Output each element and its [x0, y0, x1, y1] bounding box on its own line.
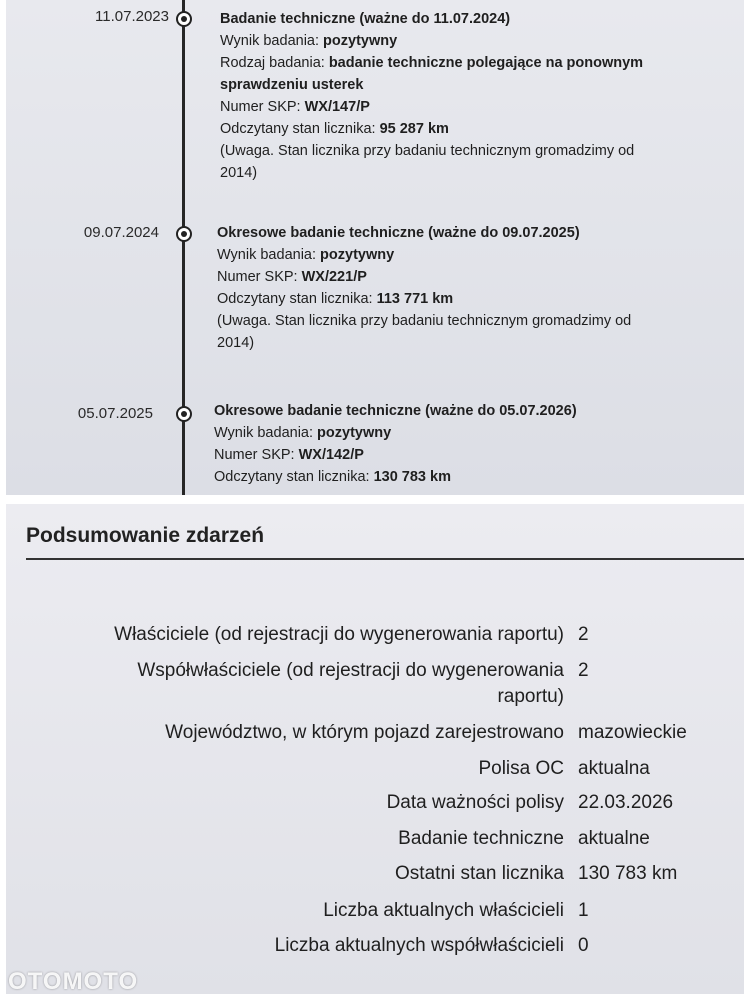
line-value: pozytywny [317, 425, 392, 441]
summary-divider [26, 558, 744, 560]
event-date: 05.07.2025 [77, 405, 153, 422]
event-line [220, 52, 690, 74]
summary-value: mazowieckie [578, 722, 687, 743]
summary-label-line2: raportu) [497, 686, 564, 707]
line-value: 130 783 km [373, 469, 451, 485]
event-line [220, 96, 690, 118]
line-label: Wynik badania: [220, 33, 324, 49]
summary-value: 2 [578, 660, 589, 681]
event-title: Badanie techniczne (ważne do 11.07.2024) [220, 11, 511, 27]
summary-title: Podsumowanie zdarzeń [26, 524, 265, 547]
summary-label: Ostatni stan licznika [395, 863, 564, 884]
line-value: sprawdzeniu usterek [220, 77, 364, 93]
summary-value: 130 783 km [578, 863, 678, 884]
line-label: Numer SKP: [214, 447, 299, 463]
line-value: WX/147/P [304, 99, 370, 115]
line-label: Odczytany stan licznika: [214, 469, 374, 485]
summary-value: 0 [578, 935, 589, 956]
line-label: Wynik badania: [214, 425, 318, 441]
event-line [217, 288, 687, 310]
line-label: Rodzaj badania: [220, 55, 329, 71]
summary-value: 2 [578, 624, 589, 645]
event-details [220, 8, 690, 184]
summary-label: Liczba aktualnych współwłaścicieli [274, 935, 564, 956]
event-line [220, 74, 690, 96]
timeline-dot-icon [176, 226, 192, 242]
line-value: pozytywny [320, 247, 395, 263]
line-value: 113 771 km [376, 291, 454, 307]
event-line [220, 118, 690, 140]
event-date: 11.07.2023 [95, 8, 169, 25]
event-note: (Uwaga. Stan licznika przy badaniu technicznym gromadzimy od [220, 143, 635, 159]
summary-label: Badanie techniczne [398, 828, 564, 849]
line-value: pozytywny [323, 33, 398, 49]
event-line [214, 444, 684, 466]
event-details [217, 222, 687, 354]
line-label: Odczytany stan licznika: [220, 121, 380, 137]
summary-value: aktualna [578, 758, 650, 779]
event-title: Okresowe badanie techniczne (ważne do 05.07.2026) [214, 403, 577, 419]
line-label: Wynik badania: [217, 247, 321, 263]
timeline-dot-icon [176, 406, 192, 422]
line-value: WX/221/P [301, 269, 367, 285]
line-value: WX/142/P [298, 447, 364, 463]
summary-photo [6, 504, 744, 994]
line-value: 95 287 km [379, 121, 449, 137]
timeline-photo [6, 0, 744, 495]
summary-value: 22.03.2026 [578, 792, 674, 813]
timeline-dot-icon [176, 11, 192, 27]
summary-label: Województwo, w którym pojazd zarejestrowano [165, 722, 564, 743]
summary-label-line1: Współwłaściciele (od rejestracji do wygenerowania [137, 660, 564, 681]
line-label: Numer SKP: [220, 99, 305, 115]
event-title: Okresowe badanie techniczne (ważne do 09.07.2025) [217, 225, 580, 241]
line-label: Odczytany stan licznika: [217, 291, 377, 307]
otomoto-watermark: OTOMOTO [8, 968, 139, 995]
event-note: (Uwaga. Stan licznika przy badaniu technicznym gromadzimy od [217, 313, 632, 329]
summary-label: Data ważności polisy [386, 792, 564, 813]
summary-value: 1 [578, 900, 589, 921]
summary-label: Liczba aktualnych właścicieli [323, 900, 564, 921]
event-date: 09.07.2024 [83, 224, 159, 241]
event-line [214, 466, 684, 488]
summary-label: Właściciele (od rejestracji do wygenerowania raportu) [114, 624, 564, 645]
summary-value: aktualne [578, 828, 650, 849]
event-line [217, 266, 687, 288]
summary-label: Polisa OC [478, 758, 564, 779]
event-details [214, 400, 684, 488]
event-note: 2014) [217, 335, 255, 351]
event-note: 2014) [220, 165, 258, 181]
event-line [214, 422, 684, 444]
line-label: Numer SKP: [217, 269, 302, 285]
event-line [217, 244, 687, 266]
line-value: badanie techniczne polegające na ponownym [328, 55, 644, 71]
summary-label [24, 658, 564, 710]
event-line [220, 30, 690, 52]
